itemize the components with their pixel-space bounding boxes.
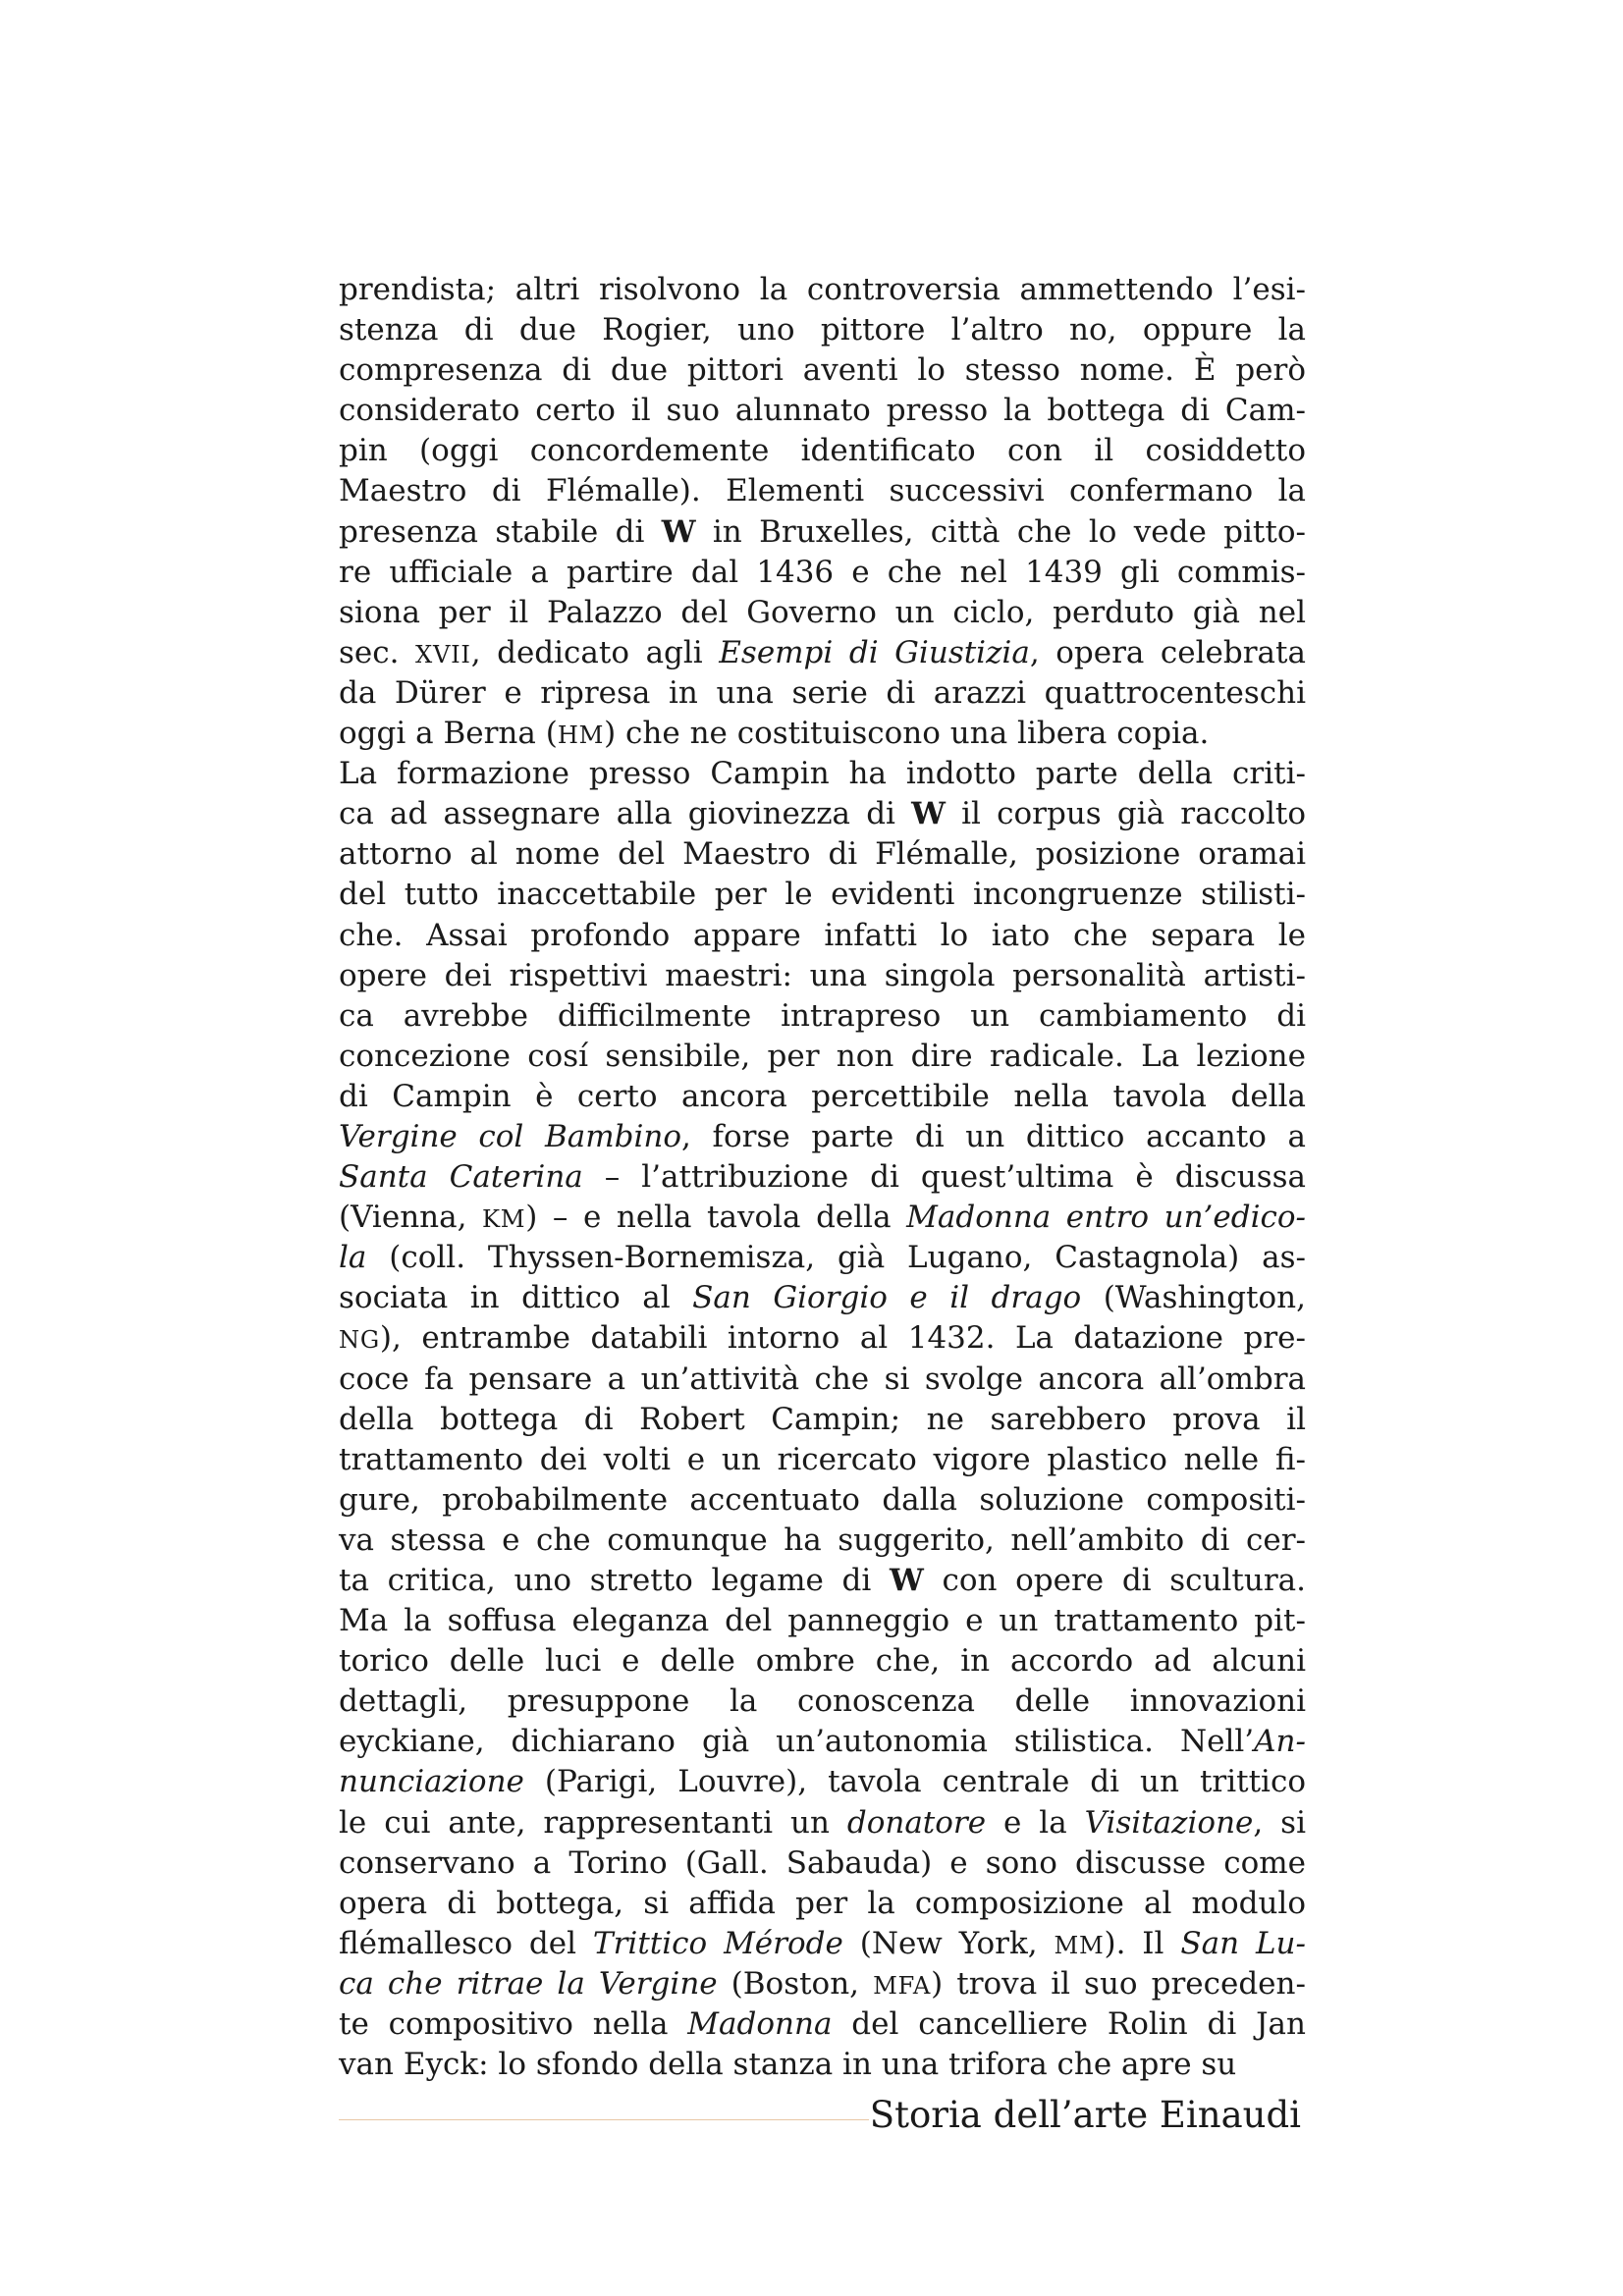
text-line xyxy=(339,1157,1306,1198)
small-caps-abbrev: NG xyxy=(339,1326,380,1355)
text-run: conservano a Torino (Gall. Sabauda) e sono discusse come xyxy=(339,1844,1306,1881)
italic-title: San Lu- xyxy=(1180,1925,1306,1961)
text-run: coce fa pensare a un’attività che si svolge ancora all’ombra xyxy=(339,1361,1306,1397)
text-line xyxy=(339,1077,1306,1117)
text-line xyxy=(339,875,1306,915)
text-line xyxy=(339,1521,1306,1561)
italic-title: ca che ritrae la Vergine xyxy=(339,1965,718,2002)
text-run: , opera celebrata xyxy=(1029,634,1306,670)
text-line xyxy=(339,633,1306,673)
text-line xyxy=(339,1843,1306,1884)
text-line xyxy=(339,673,1306,714)
text-run: siona per il Palazzo del Governo un ciclo, perduto già nel xyxy=(339,594,1306,630)
text-line xyxy=(339,1238,1306,1278)
footer-rule xyxy=(339,2119,869,2120)
text-run: te compositivo nella xyxy=(339,2006,688,2043)
text-run: ), entrambe databili intorno al 1432. La datazione pre- xyxy=(379,1320,1306,1357)
text-line xyxy=(339,1803,1306,1843)
italic-title: nunciazione xyxy=(339,1764,524,1800)
italic-title: donatore xyxy=(846,1804,987,1841)
text-line xyxy=(339,996,1306,1037)
italic-title: Madonna entro un’edico- xyxy=(906,1200,1306,1236)
text-run: ). Il xyxy=(1104,1925,1181,1961)
text-line xyxy=(339,1037,1306,1077)
text-line xyxy=(339,2045,1306,2085)
small-caps-abbrev: XVII xyxy=(415,640,471,668)
small-caps-abbrev: MM xyxy=(1054,1931,1105,1959)
text-line xyxy=(339,1884,1306,1924)
text-run: (Vienna, xyxy=(339,1200,483,1236)
text-run: da Dürer e ripresa in una serie di arazzi quattrocenteschi xyxy=(339,674,1306,711)
text-run: (Boston, xyxy=(717,1965,874,2002)
text-line xyxy=(339,1480,1306,1521)
text-run: presenza stabile di xyxy=(339,513,662,550)
text-line xyxy=(339,471,1306,511)
text-run: e la xyxy=(986,1804,1085,1841)
text-run: Ma la soffusa eleganza del panneggio e un trattamento pit- xyxy=(339,1603,1306,1639)
text-run: , forse parte di un dittico accanto a xyxy=(681,1118,1306,1154)
italic-title: An- xyxy=(1254,1724,1306,1760)
text-line xyxy=(339,2004,1306,2045)
text-run: re ufficiale a partire dal 1436 e che nel 1439 gli commis- xyxy=(339,554,1306,590)
italic-title: Visitazione xyxy=(1084,1804,1254,1841)
text-line xyxy=(339,916,1306,956)
text-line xyxy=(339,391,1306,431)
bold-abbrev: W xyxy=(911,796,946,832)
text-run: – l’attribuzione di quest’ultima è discussa xyxy=(582,1159,1306,1196)
text-run: ta critica, uno stretto legame di xyxy=(339,1563,890,1598)
text-run: con opere di scultura. xyxy=(923,1563,1306,1598)
text-line xyxy=(339,834,1306,875)
text-run: del cancelliere Rolin di Jan xyxy=(832,2006,1306,2043)
text-run: ) – e nella tavola della xyxy=(525,1200,907,1236)
text-run: (Parigi, Louvre), tavola centrale di un trittico xyxy=(523,1764,1306,1800)
text-run: concezione cosí sensibile, per non dire radicale. La lezione xyxy=(339,1038,1306,1074)
text-line xyxy=(339,1682,1306,1722)
text-line xyxy=(339,1601,1306,1641)
text-run: trattamento dei volti e un ricercato vigore plastico nelle fi- xyxy=(339,1441,1306,1477)
text-run: dettagli, presuppone la conoscenza delle innovazioni xyxy=(339,1683,1306,1720)
bold-abbrev: W xyxy=(661,513,696,550)
text-run: opera di bottega, si affida per la composizione al modulo xyxy=(339,1885,1306,1921)
text-run: Maestro di Flémalle). Elementi successivi confermano la xyxy=(339,473,1306,509)
italic-title: San Giorgio e il drago xyxy=(692,1280,1082,1316)
text-line xyxy=(339,1318,1306,1359)
text-run: torico delle luci e delle ombre che, in accordo ad alcuni xyxy=(339,1643,1306,1680)
text-line xyxy=(339,1198,1306,1238)
text-run: (coll. Thyssen-Bornemisza, già Lugano, Castagnola) as- xyxy=(366,1240,1306,1276)
text-line xyxy=(339,794,1306,834)
text-line xyxy=(339,1400,1306,1440)
text-run: considerato certo il suo alunnato presso la bottega di Cam- xyxy=(339,393,1306,429)
text-run: sec. xyxy=(339,634,416,670)
text-run: della bottega di Robert Campin; ne sarebbero prova il xyxy=(339,1401,1306,1437)
text-line xyxy=(339,512,1306,553)
text-run: oggi a Berna ( xyxy=(339,716,558,752)
text-line xyxy=(339,1964,1306,2004)
text-run: (Washington, xyxy=(1081,1280,1306,1316)
text-line xyxy=(339,754,1306,794)
text-line xyxy=(339,431,1306,471)
text-run: (New York, xyxy=(842,1925,1055,1961)
small-caps-abbrev: KM xyxy=(482,1205,526,1234)
text-line xyxy=(339,1440,1306,1480)
text-run: ) che ne costituiscono una libera copia. xyxy=(604,716,1210,752)
small-caps-abbrev: HM xyxy=(557,721,605,750)
text-line xyxy=(339,553,1306,593)
text-line xyxy=(339,956,1306,996)
bold-abbrev: W xyxy=(889,1563,924,1598)
text-line xyxy=(339,1360,1306,1400)
text-line xyxy=(339,310,1306,350)
text-run: ) trova il suo preceden- xyxy=(931,1965,1306,2002)
text-line xyxy=(339,350,1306,391)
text-run: La formazione presso Campin ha indotto parte della criti- xyxy=(339,756,1306,792)
text-run: eyckiane, dichiarano già un’autonomia stilistica. Nell’ xyxy=(339,1724,1255,1760)
text-run: ca avrebbe difficilmente intrapreso un cambiamento di xyxy=(339,997,1306,1034)
text-line xyxy=(339,1278,1306,1318)
text-run: pin (oggi concordemente identificato con il cosiddetto xyxy=(339,433,1306,469)
italic-title: Santa Caterina xyxy=(339,1159,583,1196)
text-run: va stessa e che comunque ha suggerito, nell’ambito di cer- xyxy=(339,1522,1306,1558)
text-run: di Campin è certo ancora percettibile nella tavola della xyxy=(339,1078,1306,1114)
text-run: , si xyxy=(1253,1804,1306,1841)
text-run: opere dei rispettivi maestri: una singola personalità artisti- xyxy=(339,957,1306,993)
text-run: in Bruxelles, città che lo vede pitto- xyxy=(695,513,1306,550)
text-run: che. Assai profondo appare infatti lo iato che separa le xyxy=(339,917,1306,953)
footer-title: Storia dell’arte Einaudi xyxy=(869,2094,1301,2136)
text-run: attorno al nome del Maestro di Flémalle, posizione oramai xyxy=(339,836,1306,873)
text-line xyxy=(339,714,1306,754)
text-run: prendista; altri risolvono la controversia ammettendo l’esi- xyxy=(339,272,1306,307)
text-run: flémallesco del xyxy=(339,1925,593,1961)
text-run: del tutto inaccettabile per le evidenti incongruenze stilisti- xyxy=(339,877,1306,913)
text-line xyxy=(339,270,1306,310)
italic-title: Madonna xyxy=(687,2006,833,2043)
italic-title: Esempi di Giustizia xyxy=(719,634,1030,670)
text-run: van Eyck: lo sfondo della stanza in una trifora che apre su xyxy=(339,2047,1237,2083)
text-run: , dedicato agli xyxy=(470,634,720,670)
italic-title: Trittico Mérode xyxy=(592,1925,843,1961)
text-line xyxy=(339,1762,1306,1802)
text-line xyxy=(339,1117,1306,1157)
text-run: stenza di due Rogier, uno pittore l’altro no, oppure la xyxy=(339,312,1306,348)
text-line xyxy=(339,593,1306,633)
italic-title: Vergine col Bambino xyxy=(339,1118,682,1154)
italic-title: la xyxy=(339,1240,367,1276)
text-run: compresenza di due pittori aventi lo stesso nome. È però xyxy=(339,352,1306,389)
text-run: sociata in dittico al xyxy=(339,1280,693,1316)
body-text xyxy=(339,270,1306,2085)
text-line xyxy=(339,1924,1306,1964)
text-line xyxy=(339,1561,1306,1601)
text-run: gure, probabilmente accentuato dalla soluzione compositi- xyxy=(339,1481,1306,1518)
small-caps-abbrev: MFA xyxy=(873,1971,932,2000)
text-run: il corpus già raccolto xyxy=(945,796,1306,832)
text-line xyxy=(339,1641,1306,1682)
text-run: ca ad assegnare alla giovinezza di xyxy=(339,796,912,832)
text-line xyxy=(339,1722,1306,1762)
text-run: le cui ante, rappresentanti un xyxy=(339,1804,847,1841)
